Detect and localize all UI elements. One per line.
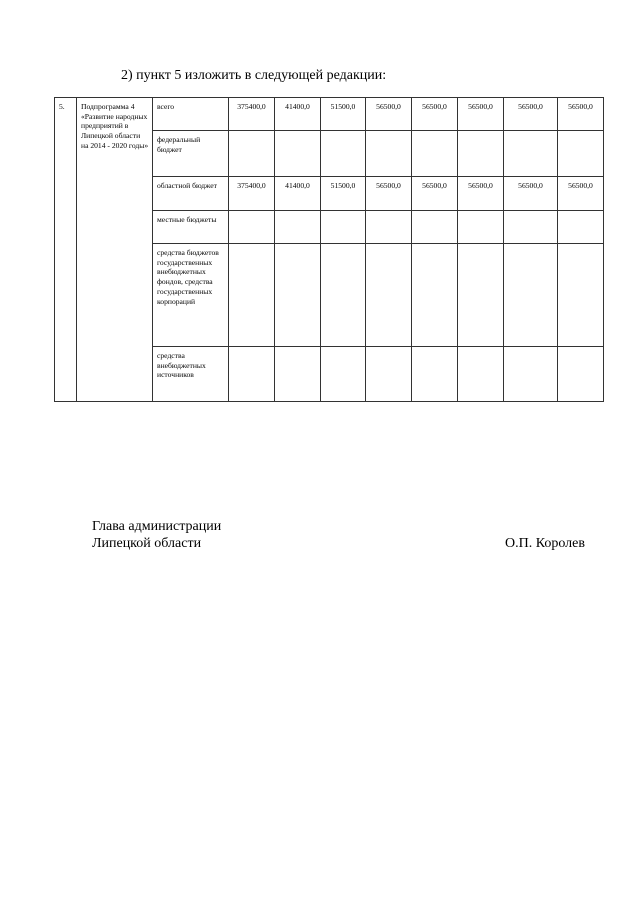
amount-cell: 375400,0	[229, 98, 275, 131]
amount-cell	[412, 131, 458, 177]
amount-cell	[229, 131, 275, 177]
funding-source-cell: средства бюджетов государственных внебюджетных фондов, средства государственных корпораций	[153, 244, 229, 347]
amendment-heading: 2) пункт 5 изложить в следующей редакции:	[121, 68, 387, 83]
amount-cell	[458, 244, 504, 347]
amount-cell	[321, 347, 366, 402]
amount-cell	[412, 211, 458, 244]
amount-cell: 56500,0	[558, 177, 604, 211]
amount-cell	[321, 244, 366, 347]
amount-cell	[558, 244, 604, 347]
amount-cell	[229, 347, 275, 402]
amount-cell	[321, 211, 366, 244]
amount-cell	[366, 211, 412, 244]
amount-cell	[275, 347, 321, 402]
funding-source-cell: федеральный бюджет	[153, 131, 229, 177]
amount-cell: 56500,0	[504, 177, 558, 211]
amount-cell	[321, 131, 366, 177]
amount-cell	[558, 347, 604, 402]
amount-cell	[504, 347, 558, 402]
funding-source-cell: всего	[153, 98, 229, 131]
amount-cell: 51500,0	[321, 98, 366, 131]
signatory-title	[92, 518, 221, 552]
amount-cell	[275, 131, 321, 177]
table-row	[55, 98, 604, 131]
budget-table	[54, 97, 604, 402]
amount-cell: 56500,0	[558, 98, 604, 131]
amount-cell	[275, 244, 321, 347]
signatory-title-line1: Глава администрации	[92, 519, 222, 534]
amount-cell: 41400,0	[275, 177, 321, 211]
amount-cell	[504, 131, 558, 177]
amount-cell: 375400,0	[229, 177, 275, 211]
amount-cell	[412, 244, 458, 347]
amount-cell	[366, 347, 412, 402]
amount-cell	[504, 244, 558, 347]
item-number-cell: 5.	[55, 98, 77, 402]
amount-cell: 41400,0	[275, 98, 321, 131]
amount-cell: 51500,0	[321, 177, 366, 211]
amount-cell: 56500,0	[366, 98, 412, 131]
amount-cell	[229, 211, 275, 244]
amount-cell	[458, 131, 504, 177]
amount-cell	[412, 347, 458, 402]
amount-cell	[229, 244, 275, 347]
amount-cell	[366, 131, 412, 177]
amount-cell: 56500,0	[458, 177, 504, 211]
amount-cell: 56500,0	[458, 98, 504, 131]
amount-cell	[458, 347, 504, 402]
amount-cell	[558, 131, 604, 177]
funding-source-cell: местные бюджеты	[153, 211, 229, 244]
amount-cell: 56500,0	[412, 98, 458, 131]
amount-cell: 56500,0	[412, 177, 458, 211]
funding-source-cell: средства внебюджетных источников	[153, 347, 229, 402]
funding-source-cell: областной бюджет	[153, 177, 229, 211]
signatory-title-line2: Липецкой области	[92, 536, 202, 551]
amount-cell	[558, 211, 604, 244]
signatory-name: О.П. Королев	[505, 536, 585, 551]
amount-cell	[458, 211, 504, 244]
amount-cell	[275, 211, 321, 244]
program-name-cell: Подпрограмма 4 «Развитие народных предприятий в Липецкой области на 2014 - 2020 годы»	[77, 98, 153, 402]
amount-cell	[366, 244, 412, 347]
amount-cell	[504, 211, 558, 244]
amount-cell: 56500,0	[504, 98, 558, 131]
amount-cell: 56500,0	[366, 177, 412, 211]
